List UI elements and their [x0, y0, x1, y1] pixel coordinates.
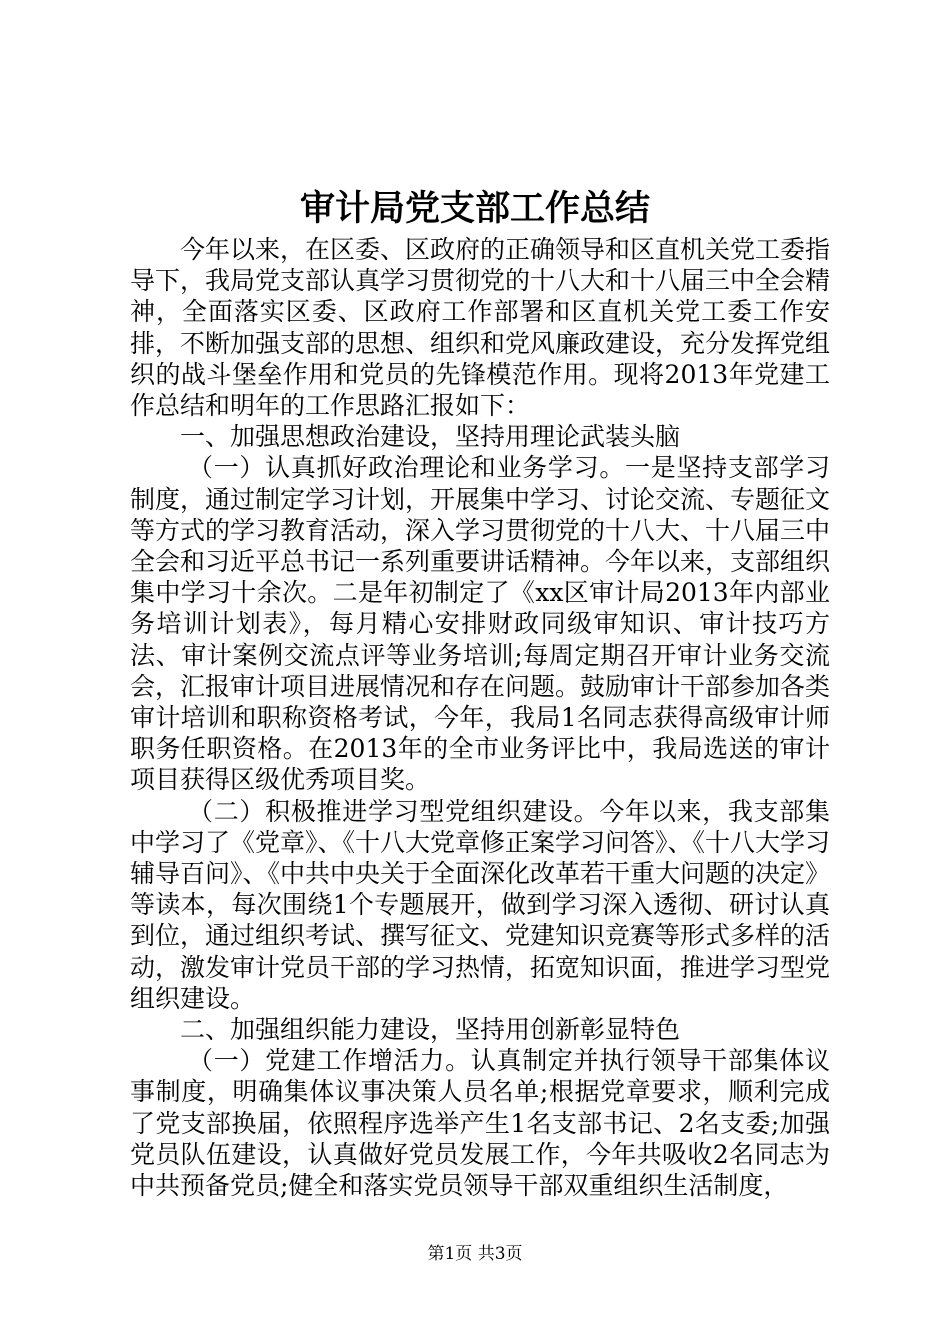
document-body: [130, 234, 830, 1201]
subsection-1-1-paragraph: （一）认真抓好政治理论和业务学习。一是坚持支部学习制度，通过制定学习计划，开展集中学习、讨论交流、专题征文等方式的学习教育活动，深入学习贯彻党的十八大、十八届三中全会和习近平总书记一系列重要讲话精神。今年以来，支部组织集中学习十余次。二是年初制定了《xx区审计局2013年内部业务培训计划表》，每月精心安排财政同级审知识、审计技巧方法、审计案例交流点评等业务培训;每周定期召开审计业务交流会，汇报审计项目进展情况和存在问题。鼓励审计干部参加各类审计培训和职称资格考试，今年，我局1名同志获得高级审计师职务任职资格。在2013年的全市业务评比中，我局选送的审计项目获得区级优秀项目奖。: [130, 453, 831, 795]
intro-paragraph: 今年以来，在区委、区政府的正确领导和区直机关党工委指导下，我局党支部认真学习贯彻党的十八大和十八届三中全会精神，全面落实区委、区政府工作部署和区直机关党工委工作安排，不断加强支部的思想、组织和党风廉政建设，充分发挥党组织的战斗堡垒作用和党员的先锋模范作用。现将2013年党建工作总结和明年的工作思路汇报如下：: [130, 235, 831, 421]
subsection-1-2-paragraph: （二）积极推进学习型党组织建设。今年以来，我支部集中学习了《党章》、《十八大党章修正案学习问答》、《十八大学习辅导百问》、《中共中央关于全面深化改革若干重大问题的决定》等读本，每次围绕1个专题展开，做到学习深入透彻、研讨认真到位，通过组织考试、撰写征文、党建知识竞赛等形式多样的活动，激发审计党员干部的学习热情，拓宽知识面，推进学习型党组织建设。: [130, 796, 831, 1013]
section-heading-2: 二、加强组织能力建设，坚持用创新彰显特色: [180, 1015, 681, 1045]
section-heading-1: 一、加强思想政治建设，坚持用理论武装头脑: [180, 422, 681, 452]
document-title: 审计局党支部工作总结: [299, 188, 650, 229]
subsection-2-1-paragraph: （一）党建工作增活力。认真制定并执行领导干部集体议事制度，明确集体议事决策人员名单;根据党章要求，顺利完成了党支部换届，依照程序选举产生1名支部书记、2名支委;加强党员队伍建设，认真做好党员发展工作，今年共吸收2名同志为中共预备党员;健全和落实党员领导干部双重组织生活制度，: [130, 1046, 830, 1201]
page-number-footer: 第1页 共3页: [427, 1244, 523, 1264]
